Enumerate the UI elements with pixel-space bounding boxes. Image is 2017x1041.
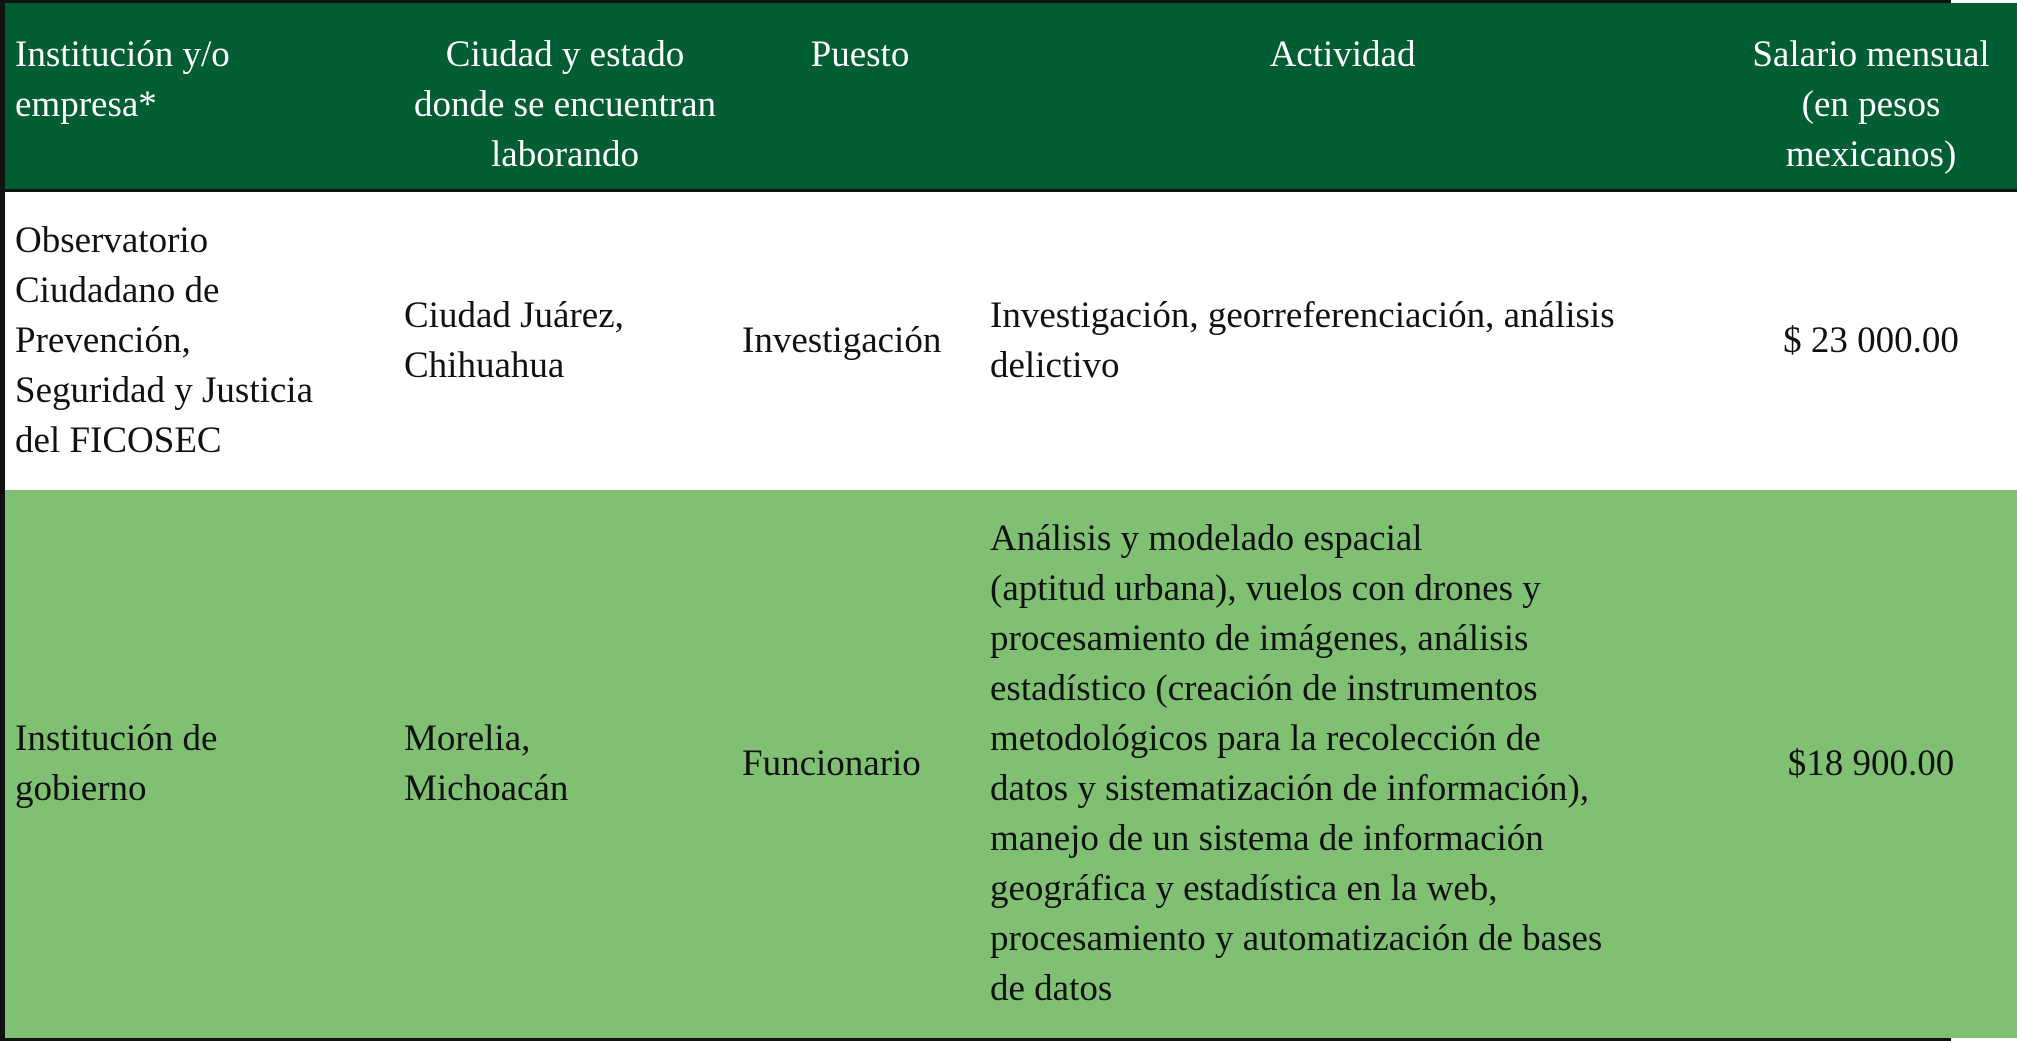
cell-activity: Análisis y modelado espacial (aptitud urbana), vuelos con drones y procesamiento de imágenes, análisis estadístico (creación de instrumentos metodológicos para la recolección de datos y sistematización de información), manejo de un sistema de información geográfica y estadística en la web, procesamiento y automatización de bases de datos — [990, 518, 1603, 1009]
cell-institution: Institución de gobierno — [15, 718, 218, 809]
header-monthly-salary: Salario mensual (en pesos mexicanos) — [1725, 3, 2017, 190]
header-activity: Actividad — [990, 3, 1725, 190]
header-institution: Institución y/o empresa* — [5, 3, 388, 190]
graduates-employment-table — [5, 3, 2017, 1038]
cell-position: Funcionario — [742, 743, 921, 784]
cell-salary: $ 23 000.00 — [1783, 319, 1959, 361]
table-row — [5, 490, 2017, 1038]
cell-city-state: Ciudad Juárez, Chihuahua — [404, 294, 624, 386]
header-position: Puesto — [742, 3, 990, 190]
cell-institution: Observatorio Ciudadano de Prevención, Seguridad y Justicia del FICOSEC — [15, 219, 314, 461]
cell-position: Investigación — [742, 319, 942, 361]
cell-activity: Investigación, georreferenciación, análisis delictivo — [990, 294, 1615, 386]
table-header — [5, 3, 2017, 190]
table-body — [5, 190, 2017, 1038]
cell-city-state: Morelia, Michoacán — [404, 718, 569, 809]
header-city-state: Ciudad y estado donde se encuentran laborando — [388, 3, 742, 190]
header-row — [5, 3, 2017, 190]
table-row — [5, 190, 2017, 490]
cell-salary: $18 900.00 — [1787, 743, 1955, 784]
